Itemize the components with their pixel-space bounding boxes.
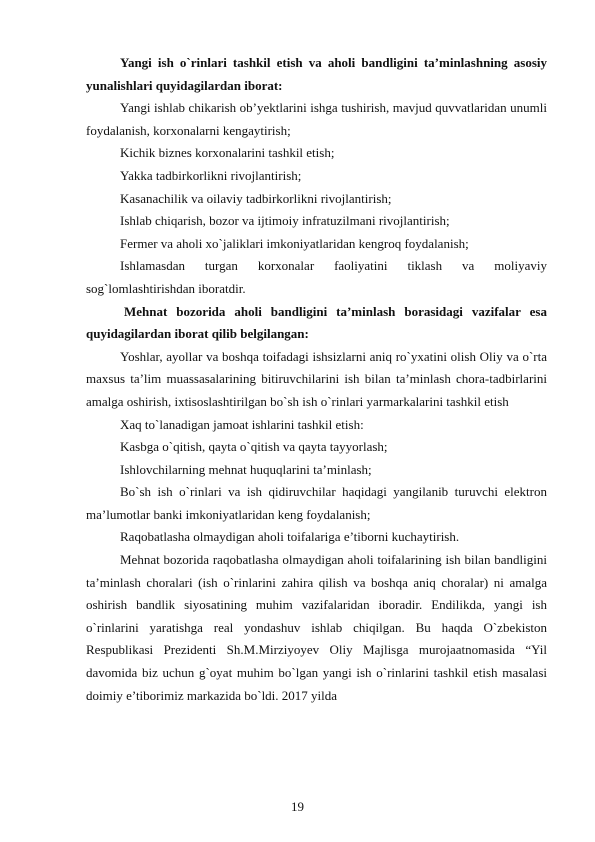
list-item: Bo`sh ish o`rinlari va ish qidiruvchilar haqidagi yangilanib turuvchi elektron ma’lumotlar banki imkoniyatlaridan keng foydalanish; [86, 484, 547, 522]
document-body [86, 52, 547, 707]
section-heading-2: Mehnat bozorida aholi bandligini ta’minlash borasidagi vazifalar esa quyidagilardan iborat qilib belgilangan: [86, 303, 547, 342]
list-item: Ishlamasdan turgan korxonalar faoliyatini tiklash va moliyaviy sog`lomlashtirishdan iboratdir. [86, 258, 547, 296]
list-item: Kichik biznes korxonalarini tashkil etish; [120, 145, 335, 161]
list-item: Kasbga o`qitish, qayta o`qitish va qayta tayyorlash; [120, 439, 388, 455]
list-item: Ishlab chiqarish, bozor va ijtimoiy infratuzilmani rivojlantirish; [120, 213, 450, 229]
list-item: Yakka tadbirkorlikni rivojlantirish; [120, 167, 302, 183]
list-item: Kasanachilik va oilaviy tadbirkorlikni rivojlantirish; [120, 190, 392, 206]
list-item: Xaq to`lanadigan jamoat ishlarini tashkil etish: [120, 416, 364, 432]
list-item: Ishlovchilarning mehnat huquqlarini ta’minlash; [120, 461, 372, 477]
list-item: Raqobatlasha olmaydigan aholi toifalariga e’tiborni kuchaytirish. [120, 529, 460, 545]
tasks-list [86, 346, 547, 708]
list-item: Fermer va aholi xo`jaliklari imkoniyatlaridan kengroq foydalanish; [120, 235, 469, 251]
list-item: Yangi ishlab chikarish ob’yektlarini ishga tushirish, mavjud quvvatlaridan unumli foydalanish, korxonalarni kengaytirish; [86, 100, 547, 138]
section-heading-1: Yangi ish o`rinlari tashkil etish va aholi bandligini ta’minlashning asosiy yunalishlari quyidagilardan iborat: [86, 55, 547, 93]
body-paragraph: Mehnat bozorida raqobatlasha olmaydigan aholi toifalarining ish bilan bandligini ta’minlash choralari (ish o`rinlarini zahira qilish va boshqa aniq choralar) ni amalga oshirish bandlik siyosatining muhim vazifalaridan iboradir. Endilikda, yangi ish o`rinlarini yaratishga real yondashuv ishlab chiqilgan. Bu haqda O`zbekiston Respublikasi Prezidenti Sh.M.Mirziyoyev Oliy Majlisga murojaatnomasida “Yil davomida biz uchun g`oyat muhim bo`lgan yangi ish o`rinlarini tashkil etish masalasi doimiy e’tiborimiz markazida bo`ldi. 2017 yilda [86, 552, 547, 703]
directions-list [86, 97, 547, 300]
list-item: Yoshlar, ayollar va boshqa toifadagi ishsizlarni aniq ro`yxatini olish Oliy va o`rta maxsus ta’lim muassasalarining bitiruvchilarini ish bilan ta’minlash chora-tadbirlarini amalga oshirish, ixtisoslashtirilgan bo`sh ish o`rinlari yarmarkalarini tashkil etish [86, 348, 547, 409]
page-number: 19 [291, 799, 304, 814]
